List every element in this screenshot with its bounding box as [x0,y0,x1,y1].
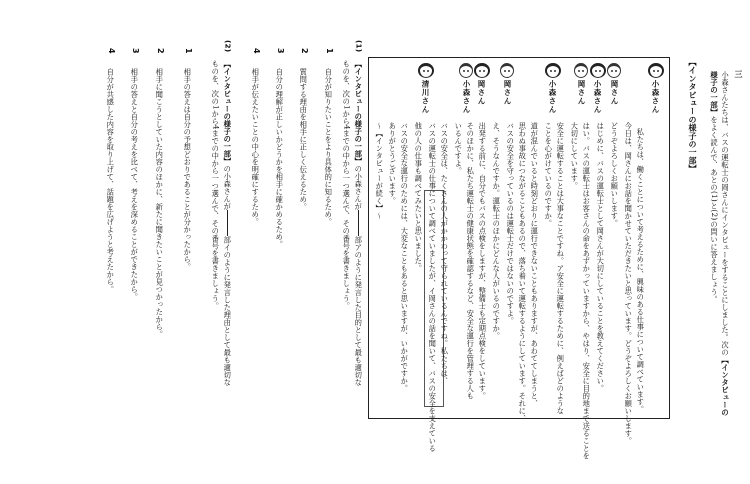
q1-stem: 【インタビューの様子の一部】の小森さんが部アのように発言した目的として最も適切な [354,60,364,386]
speaker-name: 小森さん [593,80,602,114]
interview-line: 道が混んでいると時刻どおりに運行できないこともありますが、あわててしまうと、 [530,122,540,407]
speaker-name: 岡さん [477,80,486,106]
interview-line: どうぞよろしくお願いします。 [610,122,620,227]
q1-option-number: 1 [325,48,334,54]
interview-boxed-text: ありがとうございます。 [388,122,398,205]
q1-option-number: 2 [300,48,309,54]
q1-option-text[interactable]: 質問する理由を相手に正しく伝えるため。 [299,68,309,211]
speaker-name: 岡さん [610,80,619,106]
q2-option-number: 3 [131,48,140,54]
question-intro-line2: 様子の一部】をよく読んで、あとの(1)と(2)の問いに答えましょう。 [710,71,719,303]
interview-line: はい。バスの運転士はお客さんの命をあずかっていますから、やはり、安全に目的地まで送ることを [582,122,592,460]
speaker-name: 岡さん [577,80,586,106]
question-intro-line1: 小森さんたちは、バスの運転士の岡さんにインタビューをすることにしました。次の【インタビューの [721,71,730,416]
speaker-name: 岡さん [503,80,512,106]
interview-line: はじめに、バスの運転士として岡さんが大切にしていることを教えてください。 [596,122,606,392]
speaker-name: 小森さん [548,80,557,114]
q1-option-text[interactable]: 相手が伝えたいことの中心を明確にするため。 [251,68,261,226]
speaker-name: 小森さん [462,80,471,114]
interview-heading: 【インタビューの様子の一部】 [688,58,697,173]
q2-option-number: 2 [156,48,165,54]
speaker-avatar [607,63,621,78]
q2-option-number: 4 [107,48,116,54]
q2-option-text[interactable]: 相手に聞こうとしていた内容のほかに、新たに聞きたいことが見つかったから。 [155,68,165,338]
q1-option-number: 4 [252,48,261,54]
interview-line: バスの安全は、たくさんの人がかかわって守られているんですね。私たちは、 [440,122,450,385]
q1-stem-line2: ものを、次の1から4までの中から一つ選んで、その番号を書きましょう。 [342,60,352,310]
speaker-avatar [459,63,473,78]
interview-line: 他の人の仕事も調べてみたいと思いました。 [414,122,424,272]
interview-line: 安全に運転することは大事なことですね。ア安全に運転するために、例えばどのような [556,122,566,415]
q2-option-text[interactable]: 自分が共感した内容を取り上げて、話題を広げようと考えたから。 [106,68,116,293]
q2-option-number: 1 [184,48,193,54]
speaker-avatar [648,63,664,78]
interview-line: 出発する前に、自分でもバスの点検をしますが、整備士も定期点検をしています。 [478,122,488,400]
interview-line: バスの運転士の仕事について調べていましたが、イ岡さんの話を聞いて、バスの安全を支えている [428,122,438,452]
q1-option-text[interactable]: 自分の理解が正しいかどうかを相手に確かめるため。 [275,68,285,248]
interview-line: ことを心がけているのですか。 [544,122,554,227]
q2-label: (2) [223,40,233,53]
interview-line: え、そうなんですか。運転士のほかにどんな人がいるのですか。 [492,122,502,340]
speaker-avatar [474,63,490,78]
speaker-avatar [418,63,434,78]
interview-continues: 〜【インタビューが続く】〜 [375,122,385,220]
interview-line: バスの安全を守っているのは運転士だけではないのですよ。 [506,122,516,325]
interview-line: そのほかに、私たち運転士の健康状態を確認するなど、安全な運行を管理する人も [466,122,476,400]
q2-option-text[interactable]: 相手の答えと自分の考えを比べて、考えを深めることができたから。 [130,68,140,301]
q1-option-text[interactable]: 自分が知りたいことをより具体的に知るため。 [324,68,334,226]
interview-line: いるんですよ。 [454,122,464,175]
interview-line: 大切にしています。 [570,122,580,190]
interview-line: 私たちは、働くことについて考えるために、興味のある仕事について調べています。 [636,128,646,413]
speaker-name: 清川さん [421,80,430,114]
speaker-avatar [500,63,514,78]
interview-line: 思わぬ事故につながることもあるので、落ち着いて運転するようにしています。それに、 [518,122,528,422]
speaker-avatar [574,63,588,78]
speaker-name: 小森さん [651,80,660,114]
q1-label: (1) [354,40,364,53]
question-number: 三 [734,70,743,79]
interview-line: バスの安全な運行のためには、大変なこともあると思いますが、いかがですか。 [400,122,410,392]
interview-line: 今日は、岡さんにお話を聞かせていただきたいと思っています。どうぞよろしくお願いします。 [624,122,634,445]
q2-stem-line2: ものを、次の1から4までの中から一つ選んで、その番号を書きましょう。 [211,60,221,310]
speaker-avatar [590,63,606,78]
speaker-avatar [545,63,561,78]
q1-option-number: 3 [276,48,285,54]
q2-option-text[interactable]: 相手の答えは自分の予想どおりであることが分かったから。 [183,68,193,271]
q2-stem: 【インタビューの様子の一部】の小森さんが部イのように発言した理由として最も適切な [223,60,233,386]
